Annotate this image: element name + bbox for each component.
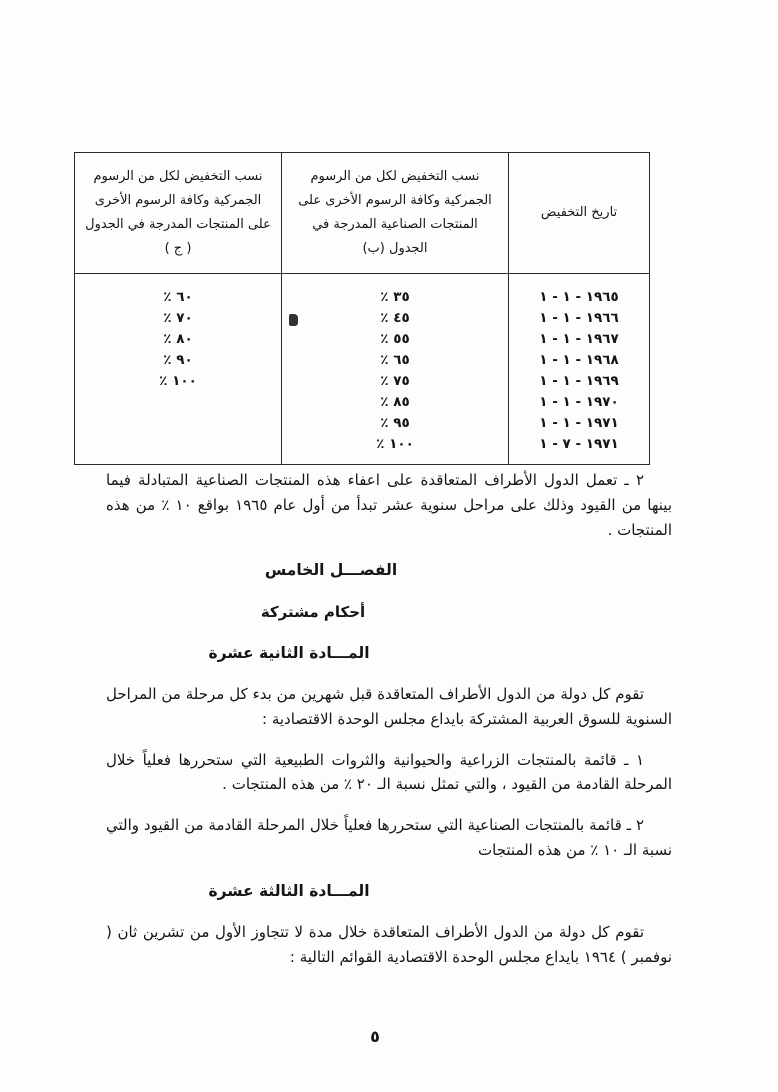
reduction-date: ١٩٧١ - ١ - ١ (509, 412, 650, 433)
reduction-date: ١٩٦٦ - ١ - ١ (509, 307, 650, 328)
table-row (75, 307, 650, 328)
table-row (75, 349, 650, 370)
table-row (75, 274, 650, 308)
table-row (75, 370, 650, 391)
reduction-pct-c: ٪ ٦٠ (75, 274, 282, 308)
reduction-pct-b: ٪ ٣٥ (282, 274, 509, 308)
article-12-item-1: ١ ـ قائمة بالمنتجات الزراعية والحيوانية والثروات الطبيعية التي ستحررها فعلياً خلال المرحلة القادمة من القيود ، والتي تمثل نسبة الـ ٢٠ ٪ من هذه المنتجات . (106, 750, 672, 794)
reduction-pct-b: ٪ ٦٥ (282, 349, 509, 370)
table-header-col-c: نسب التخفيض لكل من الرسوم الجمركية وكافة الرسوم الأخرى على المنتجات المدرجة في الجدول ( ج ) (75, 153, 282, 274)
table-row (75, 412, 650, 433)
article-13-intro: تقوم كل دولة من الدول الأطراف المتعاقدة خلال مدة لا تتجاوز الأول من تشرين ثان ( نوفمبر ) ١٩٦٤ بايداع مجلس الوحدة الاقتصادية القوائم التالية : (106, 923, 672, 966)
reduction-pct-c (75, 391, 282, 412)
paragraph-item-2: ٢ ـ تعمل الدول الأطراف المتعاقدة على اعفاء هذه المنتجات الصناعية المتبادلة فيما بينها من القيود وذلك على مراحل سنوية عشر تبدأ من أول عام ١٩٦٥ بواقع ١٠ ٪ من هذه المنتجات . (106, 471, 672, 539)
table-header-row (75, 153, 650, 274)
reduction-date: ١٩٦٩ - ١ - ١ (509, 370, 650, 391)
reduction-pct-c (75, 433, 282, 465)
reduction-date: ١٩٧٠ - ١ - ١ (509, 391, 650, 412)
scan-artifact (289, 314, 298, 326)
reduction-date: ١٩٦٨ - ١ - ١ (509, 349, 650, 370)
chapter-subheading: أحكام مشتركة (260, 602, 366, 621)
reduction-pct-b: ٪ ٥٥ (282, 328, 509, 349)
article-12-intro: تقوم كل دولة من الدول الأطراف المتعاقدة قبل شهرين من بدء كل مرحلة من المراحل السنوية للسوق العربية المشتركة بايداع مجلس الوحدة الاقتصادية : (106, 685, 672, 728)
tariff-reduction-table (74, 152, 650, 465)
reduction-pct-b: ٪ ٧٥ (282, 370, 509, 391)
article-12-item-2: ٢ ـ قائمة بالمنتجات الصناعية التي ستحررها فعلياً خلال المرحلة القادمة من القيود والتي نسبة الـ ١٠ ٪ من هذه المنتجات (106, 816, 672, 859)
reduction-date: ١٩٧١ - ٧ - ١ (509, 433, 650, 465)
reduction-pct-b: ٪ ٨٥ (282, 391, 509, 412)
reduction-pct-b: ٪ ٤٥ (282, 307, 509, 328)
article-12-heading: المـــادة الثانية عشرة (208, 643, 370, 662)
reduction-pct-c: ٪ ٧٠ (75, 307, 282, 328)
article-text-block (106, 468, 672, 986)
chapter-heading: الفصـــل الخامس (264, 561, 398, 580)
table-row (75, 433, 650, 465)
table-header-date: تاريخ التخفيض (509, 153, 650, 274)
reduction-pct-c (75, 412, 282, 433)
page-number: ٥ (370, 1027, 380, 1046)
table-header-col-b: نسب التخفيض لكل من الرسوم الجمركية وكافة الرسوم الأخرى على المنتجات الصناعية المدرجة في الجدول (ب) (282, 153, 509, 274)
table-row (75, 391, 650, 412)
reduction-pct-c: ٪ ٨٠ (75, 328, 282, 349)
reduction-pct-b: ٪ ١٠٠ (282, 433, 509, 465)
reduction-pct-c: ٪ ٩٠ (75, 349, 282, 370)
reduction-pct-c: ٪ ١٠٠ (75, 370, 282, 391)
table-row (75, 328, 650, 349)
reduction-pct-b: ٪ ٩٥ (282, 412, 509, 433)
table-body (75, 274, 650, 465)
reduction-date: ١٩٦٧ - ١ - ١ (509, 328, 650, 349)
table-header (75, 153, 650, 274)
article-13-heading: المـــادة الثالثة عشرة (208, 881, 370, 900)
reduction-date: ١٩٦٥ - ١ - ١ (509, 274, 650, 308)
